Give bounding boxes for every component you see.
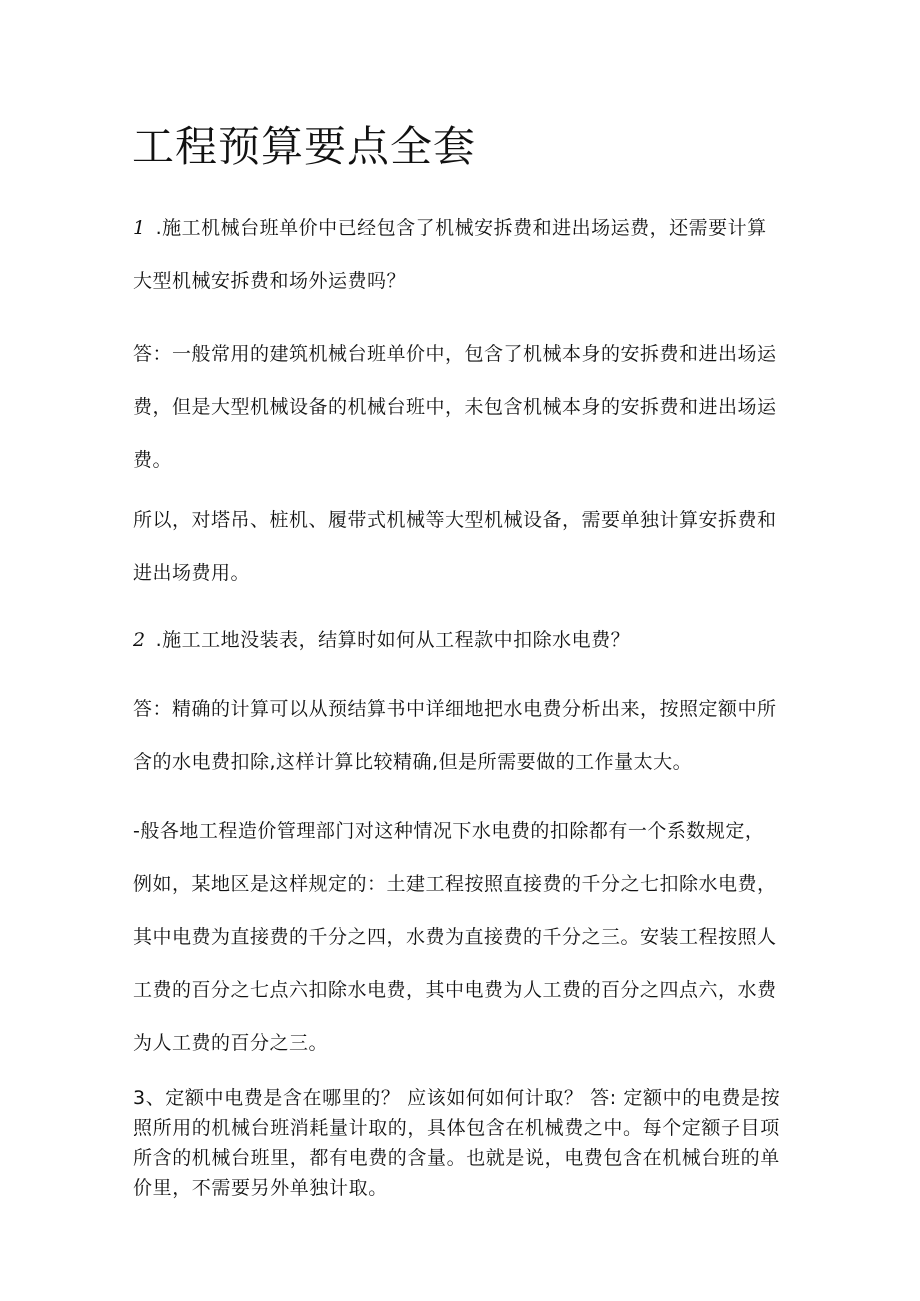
question-2-number: 2 [133,629,146,651]
question-2-line-1: 2 .施工工地没装表，结算时如何从工程款中扣除水电费？ [133,629,631,651]
answer-2 [133,683,798,789]
question-3-line-4: 价里，不需要另外单独计取。 [133,1177,388,1199]
answer-1-line-1: 答：一般常用的建筑机械台班单价中，包含了机械本身的安拆费和进出场运 [133,343,777,365]
answer-2-extra [133,805,798,1070]
question-3 [133,1083,803,1203]
answer-1-extra-line-2: 进出场费用。 [133,562,251,584]
question-1-line-2: 大型机械安拆费和场外运费吗？ [133,270,407,292]
answer-1-extra-line-1: 所以，对塔吊、桩机、履带式机械等大型机械设备，需要单独计算安拆费和 [133,509,777,531]
answer-2-extra-line-1: -般各地工程造价管理部门对这种情况下水电费的扣除都有一个系数规定， [133,820,765,842]
question-1-line-1: 1 .施工机械台班单价中已经包含了机械安拆费和进出场运费，还需要计算 [133,217,767,239]
page-title: 工程预算要点全套 [132,122,477,171]
answer-1-extra [133,494,798,600]
answer-2-extra-line-2: 例如，某地区是这样规定的：土建工程按照直接费的千分之七扣除水电费， [133,873,777,895]
answer-1-line-3: 费。 [133,449,173,471]
answer-2-extra-line-4: 工费的百分之七点六扣除水电费，其中电费为人工费的百分之四点六，水费 [133,979,777,1001]
question-3-line-1: 3、定额中电费是含在哪里的？ 应该如何如何计取？ 答: 定额中的电费是按 [133,1087,781,1109]
answer-1-line-2: 费，但是大型机械设备的机械台班中，未包含机械本身的安拆费和进出场运 [133,396,777,418]
answer-2-extra-line-5: 为人工费的百分之三。 [133,1032,329,1054]
answer-2-extra-line-3: 其中电费为直接费的千分之四，水费为直接费的千分之三。安装工程按照人 [133,926,777,948]
question-3-line-3: 所含的机械台班里，都有电费的含量。也就是说，电费包含在机械台班的单 [133,1147,780,1169]
question-1 [133,202,798,308]
question-3-line-2: 照所用的机械台班消耗量计取的，具体包含在机械费之中。每个定额子目项 [133,1117,780,1139]
answer-1 [133,328,798,487]
answer-2-line-2: 含的水电费扣除,这样计算比较精确,但是所需要做的工作量太大。 [133,751,693,773]
question-2 [133,614,798,667]
answer-2-line-1: 答：精确的计算可以从预结算书中详细地把水电费分析出来，按照定额中所 [133,698,777,720]
question-1-number: 1 [133,217,146,239]
